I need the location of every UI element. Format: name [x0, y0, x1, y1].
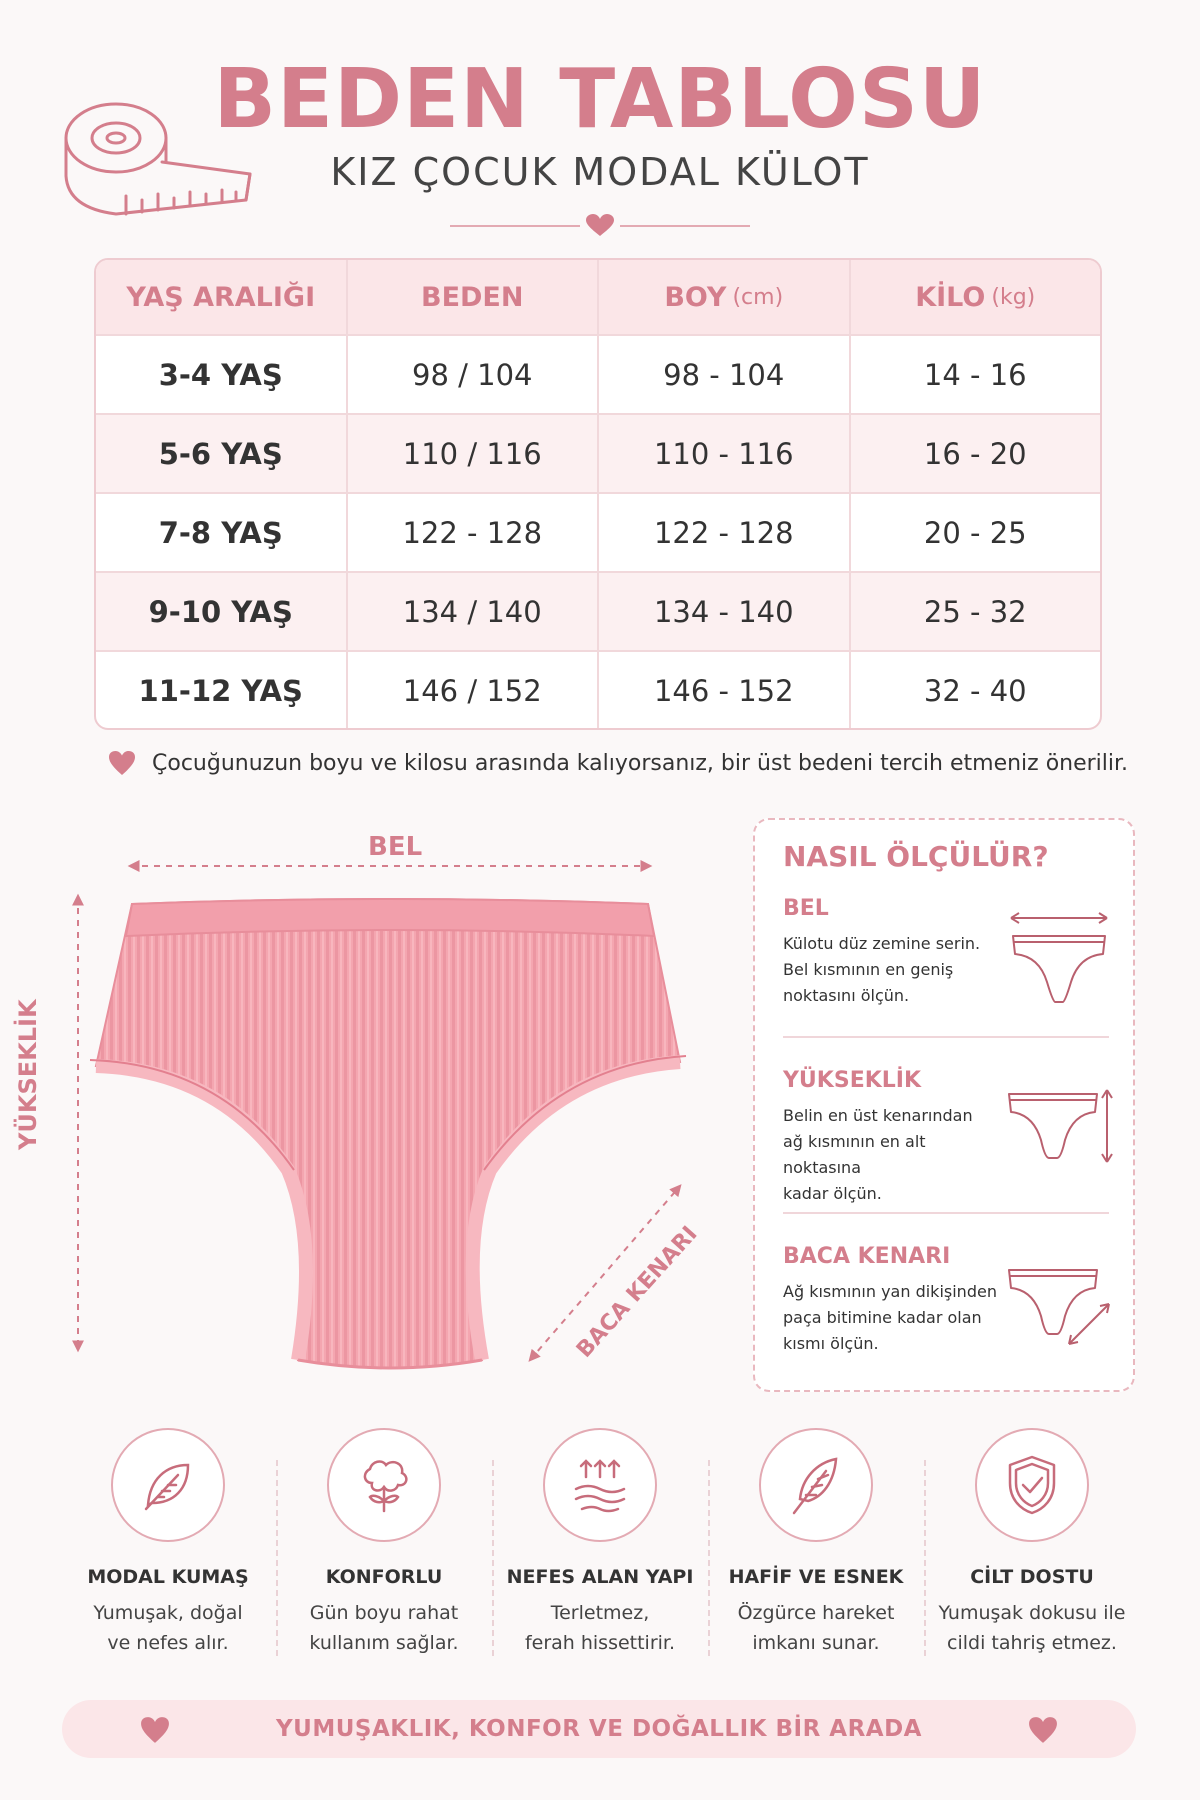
heart-icon	[108, 750, 136, 776]
cell-weight: 20 - 25	[849, 494, 1101, 571]
measure-step-waist	[783, 896, 1113, 1009]
bel-dimension-label: BEL	[368, 832, 423, 862]
step-description: Belin en üst kenarından ağ kısmının en alt noktasına kadar ölçün.	[783, 1106, 973, 1203]
feature-title: CİLT DOSTU	[970, 1566, 1094, 1588]
heart-divider	[450, 214, 750, 238]
feather-icon	[759, 1428, 873, 1542]
size-note	[108, 750, 1128, 776]
size-table	[94, 258, 1102, 730]
cell-age: 5-6 YAŞ	[158, 436, 283, 471]
table-row	[96, 334, 1100, 413]
header-height: BOY (cm)	[597, 260, 849, 334]
feature-light-flexible	[708, 1428, 924, 1660]
feature-description: Özgürce hareket imkanı sunar.	[737, 1602, 895, 1654]
cotton-icon	[327, 1428, 441, 1542]
cell-size: 122 - 128	[346, 494, 598, 571]
step-title: BACA KENARI	[783, 1244, 951, 1269]
step-divider	[783, 1036, 1109, 1038]
footer-text: YUMUŞAKLIK, KONFOR VE DOĞALLIK BİR ARADA	[276, 1716, 922, 1742]
feature-title: KONFORLU	[325, 1566, 443, 1588]
feature-description: Terletmez, ferah hissettirir.	[524, 1602, 676, 1654]
step-description: Ağ kısmının yan dikişinden paça bitimine kadar olan kısmı ölçün.	[783, 1282, 997, 1353]
table-row	[96, 413, 1100, 492]
cell-age: 9-10 YAŞ	[148, 594, 293, 629]
step-description: Külotu düz zemine serin. Bel kısmının en geniş noktasını ölçün.	[783, 934, 981, 1005]
cell-size: 110 / 116	[346, 415, 598, 492]
cell-weight: 25 - 32	[849, 573, 1101, 650]
table-row	[96, 492, 1100, 571]
table-header-row	[96, 260, 1100, 334]
footer-banner	[62, 1700, 1136, 1758]
breathable-icon	[543, 1428, 657, 1542]
cell-size: 134 / 140	[346, 573, 598, 650]
page-subtitle: KIZ ÇOCUK MODAL KÜLOT	[330, 150, 870, 194]
feature-skin-friendly	[924, 1428, 1140, 1660]
note-text: Çocuğunuzun boyu ve kilosu arasında kalıyorsanız, bir üst bedeni tercih etmeniz önerilir.	[152, 750, 1129, 776]
step-title: BEL	[783, 896, 829, 921]
waist-measure-icon	[1005, 906, 1113, 1006]
measure-step-height	[783, 1068, 1113, 1207]
feature-description: Yumuşak dokusu ile cildi tahriş etmez.	[938, 1602, 1126, 1654]
height-measure-icon	[1005, 1078, 1113, 1178]
height-dimension-label: YÜKSEKLİK	[14, 999, 42, 1150]
feature-modal-fabric	[60, 1428, 276, 1660]
heart-icon	[1028, 1716, 1058, 1744]
heart-icon	[140, 1716, 170, 1744]
cell-size: 98 / 104	[346, 336, 598, 413]
cell-age: 7-8 YAŞ	[158, 515, 283, 550]
cell-weight: 16 - 20	[849, 415, 1101, 492]
cell-height: 122 - 128	[597, 494, 849, 571]
feature-title: MODAL KUMAŞ	[87, 1566, 249, 1588]
page-title: BEDEN TABLOSU	[213, 52, 987, 147]
header-age: YAŞ ARALIĞI	[126, 281, 316, 313]
feature-comfort	[276, 1428, 492, 1660]
cell-height: 146 - 152	[597, 652, 849, 729]
cell-height: 98 - 104	[597, 336, 849, 413]
cell-age: 11-12 YAŞ	[138, 673, 303, 708]
feature-breathable	[492, 1428, 708, 1660]
measure-title: NASIL ÖLÇÜLÜR?	[783, 840, 1049, 873]
feature-title: NEFES ALAN YAPI	[506, 1566, 694, 1588]
cell-weight: 14 - 16	[849, 336, 1101, 413]
cell-size: 146 / 152	[346, 652, 598, 729]
leaf-icon	[111, 1428, 225, 1542]
step-divider	[783, 1212, 1109, 1214]
feature-description: Gün boyu rahat kullanım sağlar.	[309, 1602, 459, 1654]
table-row	[96, 571, 1100, 650]
cell-weight: 32 - 40	[849, 652, 1101, 729]
cell-height: 110 - 116	[597, 415, 849, 492]
shield-check-icon	[975, 1428, 1089, 1542]
header-weight: KİLO (kg)	[849, 260, 1101, 334]
how-to-measure-panel	[753, 818, 1135, 1392]
header-size: BEDEN	[346, 260, 598, 334]
cell-height: 134 - 140	[597, 573, 849, 650]
feature-description: Yumuşak, doğal ve nefes alır.	[93, 1602, 243, 1654]
step-title: YÜKSEKLİK	[783, 1068, 922, 1093]
measure-step-leg	[783, 1244, 1113, 1357]
leg-dimension-label: BACA KENARI	[572, 1221, 703, 1363]
leg-measure-icon	[1005, 1254, 1113, 1354]
feature-list	[60, 1428, 1140, 1660]
cell-age: 3-4 YAŞ	[158, 357, 283, 392]
feature-title: HAFİF VE ESNEK	[728, 1566, 904, 1588]
table-row	[96, 650, 1100, 729]
